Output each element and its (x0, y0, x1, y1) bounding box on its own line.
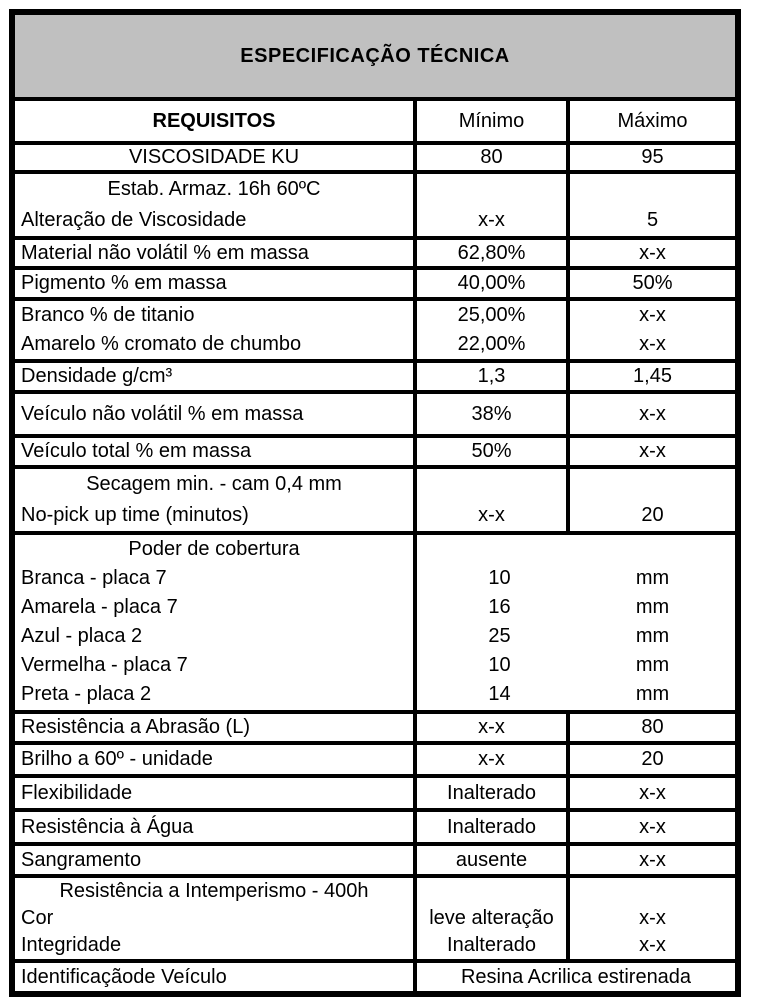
row-material-nao-volatil (12, 238, 738, 268)
group-header-intemperismo: Resistência a Intemperismo - 400h (59, 880, 369, 902)
row-label-branco: Branco % de titanio (21, 304, 195, 326)
row-viscosidade (12, 143, 738, 172)
row-brilho (12, 743, 738, 776)
unit-branca: mm (635, 567, 670, 589)
row-abrasao (12, 712, 738, 743)
value-branca: 10 (488, 567, 511, 589)
row-resistencia-agua (12, 810, 738, 844)
unit-preta: mm (635, 683, 670, 705)
row-label-estab-armaz (12, 172, 415, 238)
row-label-azul-placa2: Azul - placa 2 (21, 625, 143, 647)
spec-table (9, 9, 741, 997)
row-max-brilho: 20 (568, 743, 738, 776)
row-max-branco: x-x (639, 304, 666, 326)
row-max-amarelo: x-x (639, 333, 666, 355)
unit-azul: mm (635, 625, 670, 647)
row-min-amarelo: 22,00% (457, 333, 526, 355)
row-label-amarelo: Amarelo % cromato de chumbo (21, 333, 302, 355)
group-header-cobertura: Poder de cobertura (128, 538, 300, 560)
row-value-identificacao: Resina Acrilica estirenada (415, 961, 738, 994)
row-label-sangramento: Sangramento (12, 844, 415, 876)
col-header-minimo: Mínimo (415, 99, 568, 143)
row-veiculo-nao-volatil (12, 392, 738, 436)
row-label-veiculo-nao-volatil: Veículo não volátil % em massa (12, 392, 415, 436)
row-min-intemperismo-cell (415, 876, 568, 961)
row-max-densidade: 1,45 (568, 361, 738, 392)
cobertura-value-line (423, 680, 729, 709)
value-vermelha: 10 (488, 654, 511, 676)
col-header-requisitos: REQUISITOS (12, 99, 415, 143)
row-max-material: x-x (568, 238, 738, 268)
row-label-brilho: Brilho a 60º - unidade (12, 743, 415, 776)
row-label-identificacao: Identificaçãode Veículo (12, 961, 415, 994)
row-max-sangramento: x-x (568, 844, 738, 876)
row-max-nopickup-cell (568, 467, 738, 533)
row-min-nopickup-cell (415, 467, 568, 533)
row-label-amarela-placa7: Amarela - placa 7 (21, 596, 178, 618)
cobertura-value-line (423, 651, 729, 680)
row-label-cor: Cor (21, 907, 54, 929)
row-min-pigmento: 40,00% (415, 268, 568, 299)
row-min-veiculo-total: 50% (415, 436, 568, 467)
row-label-viscosidade: VISCOSIDADE KU (12, 143, 415, 172)
unit-amarela: mm (635, 596, 670, 618)
row-min-veiculo-nao-volatil: 38% (415, 392, 568, 436)
row-labels-cobertura (12, 533, 415, 712)
group-header-secagem: Secagem min. - cam 0,4 mm (86, 473, 342, 495)
row-label-alteracao-viscosidade: Alteração de Viscosidade (21, 209, 247, 231)
row-min-branco: 25,00% (457, 304, 526, 326)
row-min-cor: leve alteração (429, 907, 554, 929)
unit-vermelha: mm (635, 654, 670, 676)
row-min-flexibilidade: Inalterado (415, 776, 568, 810)
row-min-sangramento: ausente (415, 844, 568, 876)
row-min-brilho: x-x (415, 743, 568, 776)
value-azul: 25 (488, 625, 511, 647)
row-max-viscosidade: 95 (568, 143, 738, 172)
row-label-vermelha-placa7: Vermelha - placa 7 (21, 654, 188, 676)
row-values-cobertura (415, 533, 738, 712)
row-max-pigmento: 50% (568, 268, 738, 299)
row-min-resistencia-agua: Inalterado (415, 810, 568, 844)
row-label-integridade: Integridade (21, 934, 122, 956)
row-identificacao (12, 961, 738, 994)
group-header-estab-armaz: Estab. Armaz. 16h 60ºC (107, 178, 321, 200)
row-label-veiculo-total: Veículo total % em massa (12, 436, 415, 467)
title-row (12, 12, 738, 99)
row-label-branca-placa7: Branca - placa 7 (21, 567, 167, 589)
row-max-veiculo-nao-volatil: x-x (568, 392, 738, 436)
row-min-alteracao-viscosidade: x-x (478, 209, 505, 231)
row-min-viscosidade: 80 (415, 143, 568, 172)
row-branco-amarelo (12, 299, 738, 361)
value-amarela: 16 (488, 596, 511, 618)
row-max-veiculo-total: x-x (568, 436, 738, 467)
row-max-resistencia-agua: x-x (568, 810, 738, 844)
row-label-abrasao: Resistência a Abrasão (L) (12, 712, 415, 743)
header-row (12, 99, 738, 143)
row-estab-armaz (12, 172, 738, 238)
cobertura-spacer-line (423, 535, 729, 564)
row-intemperismo (12, 876, 738, 961)
row-poder-cobertura (12, 533, 738, 712)
row-min-densidade: 1,3 (415, 361, 568, 392)
row-labels-secagem (12, 467, 415, 533)
row-pigmento (12, 268, 738, 299)
row-densidade (12, 361, 738, 392)
cobertura-value-line (423, 564, 729, 593)
row-max-intemperismo-cell (568, 876, 738, 961)
row-min-branco-amarelo-cell (415, 299, 568, 361)
table-title: ESPECIFICAÇÃO TÉCNICA (12, 12, 738, 99)
row-max-nopickup: 20 (641, 504, 664, 526)
row-labels-intemperismo (12, 876, 415, 961)
row-label-densidade: Densidade g/cm³ (12, 361, 415, 392)
row-max-alteracao-cell (568, 172, 738, 238)
row-min-integridade: Inalterado (447, 934, 536, 956)
cobertura-value-line (423, 622, 729, 651)
row-max-flexibilidade: x-x (568, 776, 738, 810)
row-label-material: Material não volátil % em massa (12, 238, 415, 268)
row-label-nopickup: No-pick up time (minutos) (21, 504, 249, 526)
row-max-integridade: x-x (639, 934, 666, 956)
row-sangramento (12, 844, 738, 876)
row-flexibilidade (12, 776, 738, 810)
row-max-abrasao: 80 (568, 712, 738, 743)
row-label-preta-placa2: Preta - placa 2 (21, 683, 152, 705)
col-header-maximo: Máximo (568, 99, 738, 143)
row-max-cor: x-x (639, 907, 666, 929)
row-labels-branco-amarelo (12, 299, 415, 361)
row-min-abrasao: x-x (415, 712, 568, 743)
row-label-flexibilidade: Flexibilidade (12, 776, 415, 810)
row-min-material: 62,80% (415, 238, 568, 268)
row-label-pigmento: Pigmento % em massa (12, 268, 415, 299)
row-secagem (12, 467, 738, 533)
row-veiculo-total (12, 436, 738, 467)
row-max-branco-amarelo-cell (568, 299, 738, 361)
row-min-nopickup: x-x (478, 504, 505, 526)
row-min-alteracao-cell (415, 172, 568, 238)
cobertura-value-line (423, 593, 729, 622)
value-preta: 14 (488, 683, 511, 705)
row-max-alteracao-viscosidade: 5 (646, 209, 659, 231)
row-label-resistencia-agua: Resistência à Água (12, 810, 415, 844)
